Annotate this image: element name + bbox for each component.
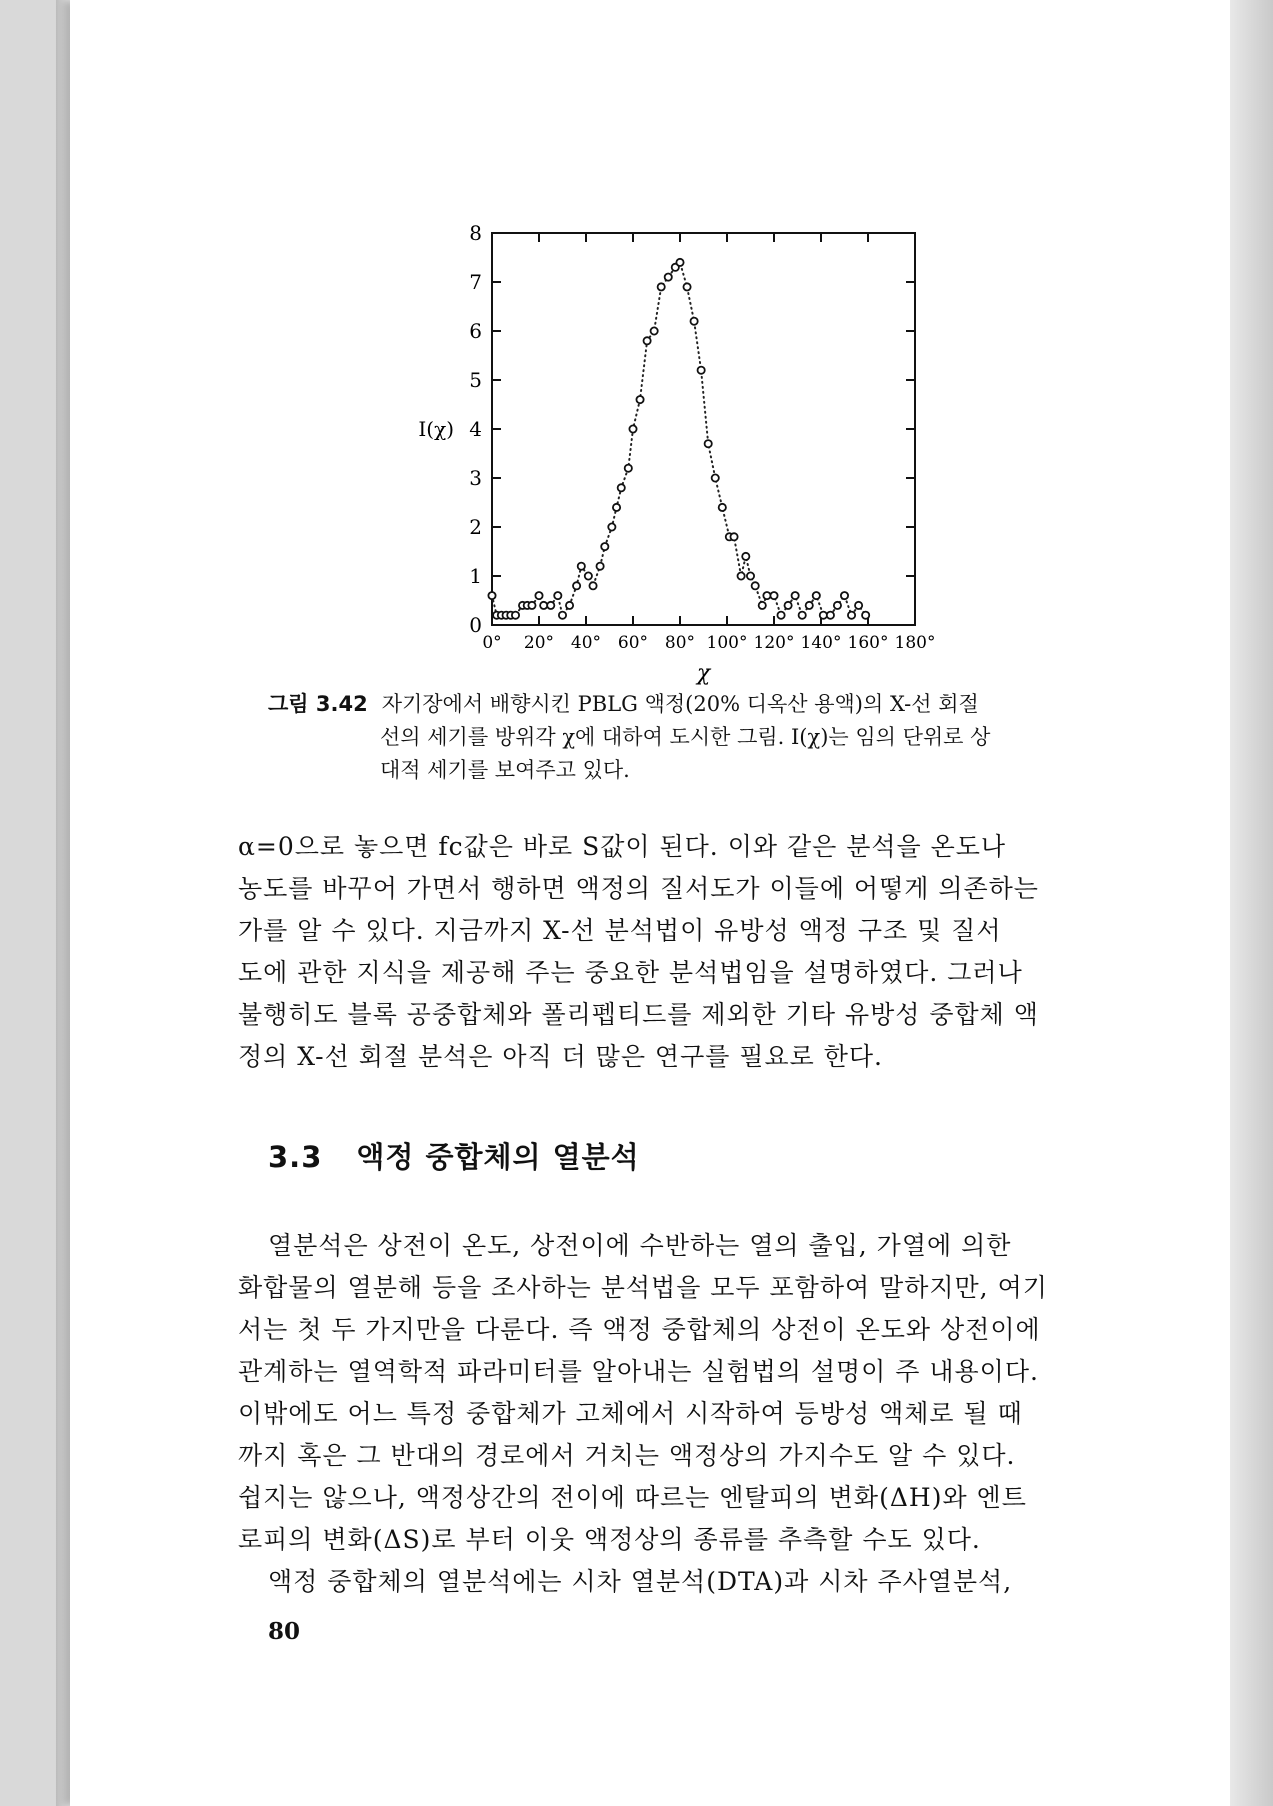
data-point [488, 592, 495, 599]
data-point [862, 612, 869, 619]
data-point [585, 572, 592, 579]
data-point [792, 592, 799, 599]
x-tick-label: 120° [753, 633, 795, 653]
data-point [528, 602, 535, 609]
data-point [597, 563, 604, 570]
paragraph-2-line: 열분석은 상전이 온도, 상전이에 수반하는 열의 출입, 가열에 의한 [268, 1231, 1012, 1260]
x-tick-label: 0° [482, 633, 502, 653]
data-point [820, 612, 827, 619]
y-tick-label: 5 [469, 368, 482, 392]
data-point [752, 582, 759, 589]
data-point [636, 396, 643, 403]
paragraph-1-line: 농도를 바꾸어 가면서 행하면 액정의 질서도가 이들에 어떻게 의존하는 [238, 874, 1039, 903]
paragraph-2-line: 화합물의 열분해 등을 조사하는 분석법을 모두 포함하여 말하지만, 여기 [238, 1273, 1048, 1302]
y-tick-label: 8 [469, 221, 482, 245]
data-point [535, 592, 542, 599]
section-title: 액정 중합체의 열분석 [356, 1140, 640, 1174]
paragraph-1-line: 가를 알 수 있다. 지금까지 X-선 분석법이 유방성 액정 구조 및 질서 [238, 916, 1002, 945]
data-point [730, 533, 737, 540]
data-point [547, 602, 554, 609]
data-point [742, 553, 749, 560]
y-axis-label: I(χ) [418, 417, 454, 441]
data-point [578, 563, 585, 570]
data-point [613, 504, 620, 511]
caption-text-1: 자기장에서 배향시킨 PBLG 액정(20% 디옥산 용액)의 X-선 회절 [381, 692, 979, 716]
x-tick-label: 20° [523, 633, 555, 653]
data-point [712, 474, 719, 481]
y-tick-label: 1 [469, 564, 482, 588]
data-point [705, 440, 712, 447]
x-tick-label: 180° [894, 633, 936, 653]
data-point [806, 602, 813, 609]
paragraph-1 [238, 826, 1128, 1078]
figure-3-42-chart [0, 0, 1273, 700]
caption-line-2: 선의 세기를 방위각 χ에 대하여 도시한 그림. I(χ)는 임의 단위로 상 [380, 725, 991, 749]
data-point [566, 602, 573, 609]
data-point [644, 337, 651, 344]
figure-caption [268, 688, 1128, 787]
data-point [601, 543, 608, 550]
section-heading [268, 1135, 640, 1176]
data-point [676, 259, 683, 266]
data-point [841, 592, 848, 599]
data-point [608, 523, 615, 530]
data-point [777, 612, 784, 619]
data-point [827, 612, 834, 619]
data-point [573, 582, 580, 589]
paragraph-1-line: 정의 X-선 회절 분석은 아직 더 많은 연구를 필요로 한다. [238, 1042, 883, 1071]
data-point [813, 592, 820, 599]
x-axis-label: χ [696, 661, 711, 686]
data-point [763, 592, 770, 599]
x-tick-label: 140° [800, 633, 842, 653]
y-tick-label: 7 [469, 270, 482, 294]
data-point [799, 612, 806, 619]
x-tick-label: 160° [847, 633, 889, 653]
series-dotted-line [492, 262, 866, 615]
page-number: 80 [268, 1618, 301, 1645]
data-point [625, 465, 632, 472]
data-point [785, 602, 792, 609]
data-point [554, 592, 561, 599]
x-tick-label: 80° [664, 633, 696, 653]
paragraph-2-line: 서는 첫 두 가지만을 다룬다. 즉 액정 중합체의 상전이 온도와 상전이에 [238, 1315, 1041, 1344]
paragraph-2-line: 쉽지는 않으나, 액정상간의 전이에 따르는 엔탈피의 변화(ΔH)와 엔트 [238, 1483, 1027, 1512]
paragraph-1-line: α=0으로 놓으면 fc값은 바로 S값이 된다. 이와 같은 분석을 온도나 [238, 832, 1007, 861]
data-point [770, 592, 777, 599]
paragraph-2-line: 이밖에도 어느 특정 중합체가 고체에서 시작하여 등방성 액체로 될 때 [238, 1399, 1023, 1428]
data-point [589, 582, 596, 589]
data-point [540, 602, 547, 609]
data-point [629, 425, 636, 432]
paragraph-1-line: 도에 관한 지식을 제공해 주는 중요한 분석법임을 설명하였다. 그러나 [238, 958, 1023, 987]
paragraph-2-line: 로피의 변화(ΔS)로 부터 이웃 액정상의 종류를 추측할 수도 있다. [238, 1525, 981, 1554]
x-tick-label: 40° [570, 633, 602, 653]
paragraph-2 [238, 1225, 1128, 1603]
paragraph-1-line: 불행히도 블록 공중합체와 폴리펩티드를 제외한 기타 유방성 중합체 액 [238, 1000, 1039, 1029]
data-point [698, 367, 705, 374]
data-point [855, 602, 862, 609]
data-point [665, 274, 672, 281]
caption-line-1 [268, 688, 1128, 721]
data-point [834, 602, 841, 609]
y-tick-label: 0 [469, 613, 482, 637]
y-tick-label: 2 [469, 515, 482, 539]
section-number: 3.3 [268, 1140, 323, 1174]
y-tick-label: 6 [469, 319, 482, 343]
y-tick-label: 3 [469, 466, 482, 490]
data-point [759, 602, 766, 609]
data-point [691, 318, 698, 325]
data-point [559, 612, 566, 619]
paragraph-2-line: 까지 혹은 그 반대의 경로에서 거치는 액정상의 가지수도 알 수 있다. [238, 1441, 1016, 1470]
caption-line-3: 대적 세기를 보여주고 있다. [380, 758, 630, 782]
data-point [683, 283, 690, 290]
paragraph-2-line: 관계하는 열역학적 파라미터를 알아내는 실험법의 설명이 주 내용이다. [238, 1357, 1039, 1386]
data-point [719, 504, 726, 511]
data-point [658, 283, 665, 290]
data-point [618, 484, 625, 491]
x-tick-label: 60° [617, 633, 649, 653]
plot-frame [492, 233, 915, 625]
data-point [651, 327, 658, 334]
x-tick-label: 100° [706, 633, 748, 653]
data-point [747, 572, 754, 579]
y-tick-label: 4 [469, 417, 482, 441]
data-point [738, 572, 745, 579]
data-point [848, 612, 855, 619]
paragraph-3-line: 액정 중합체의 열분석에는 시차 열분석(DTA)과 시차 주사열분석, [268, 1567, 1013, 1596]
data-point [512, 612, 519, 619]
caption-label: 그림 3.42 [268, 692, 368, 716]
